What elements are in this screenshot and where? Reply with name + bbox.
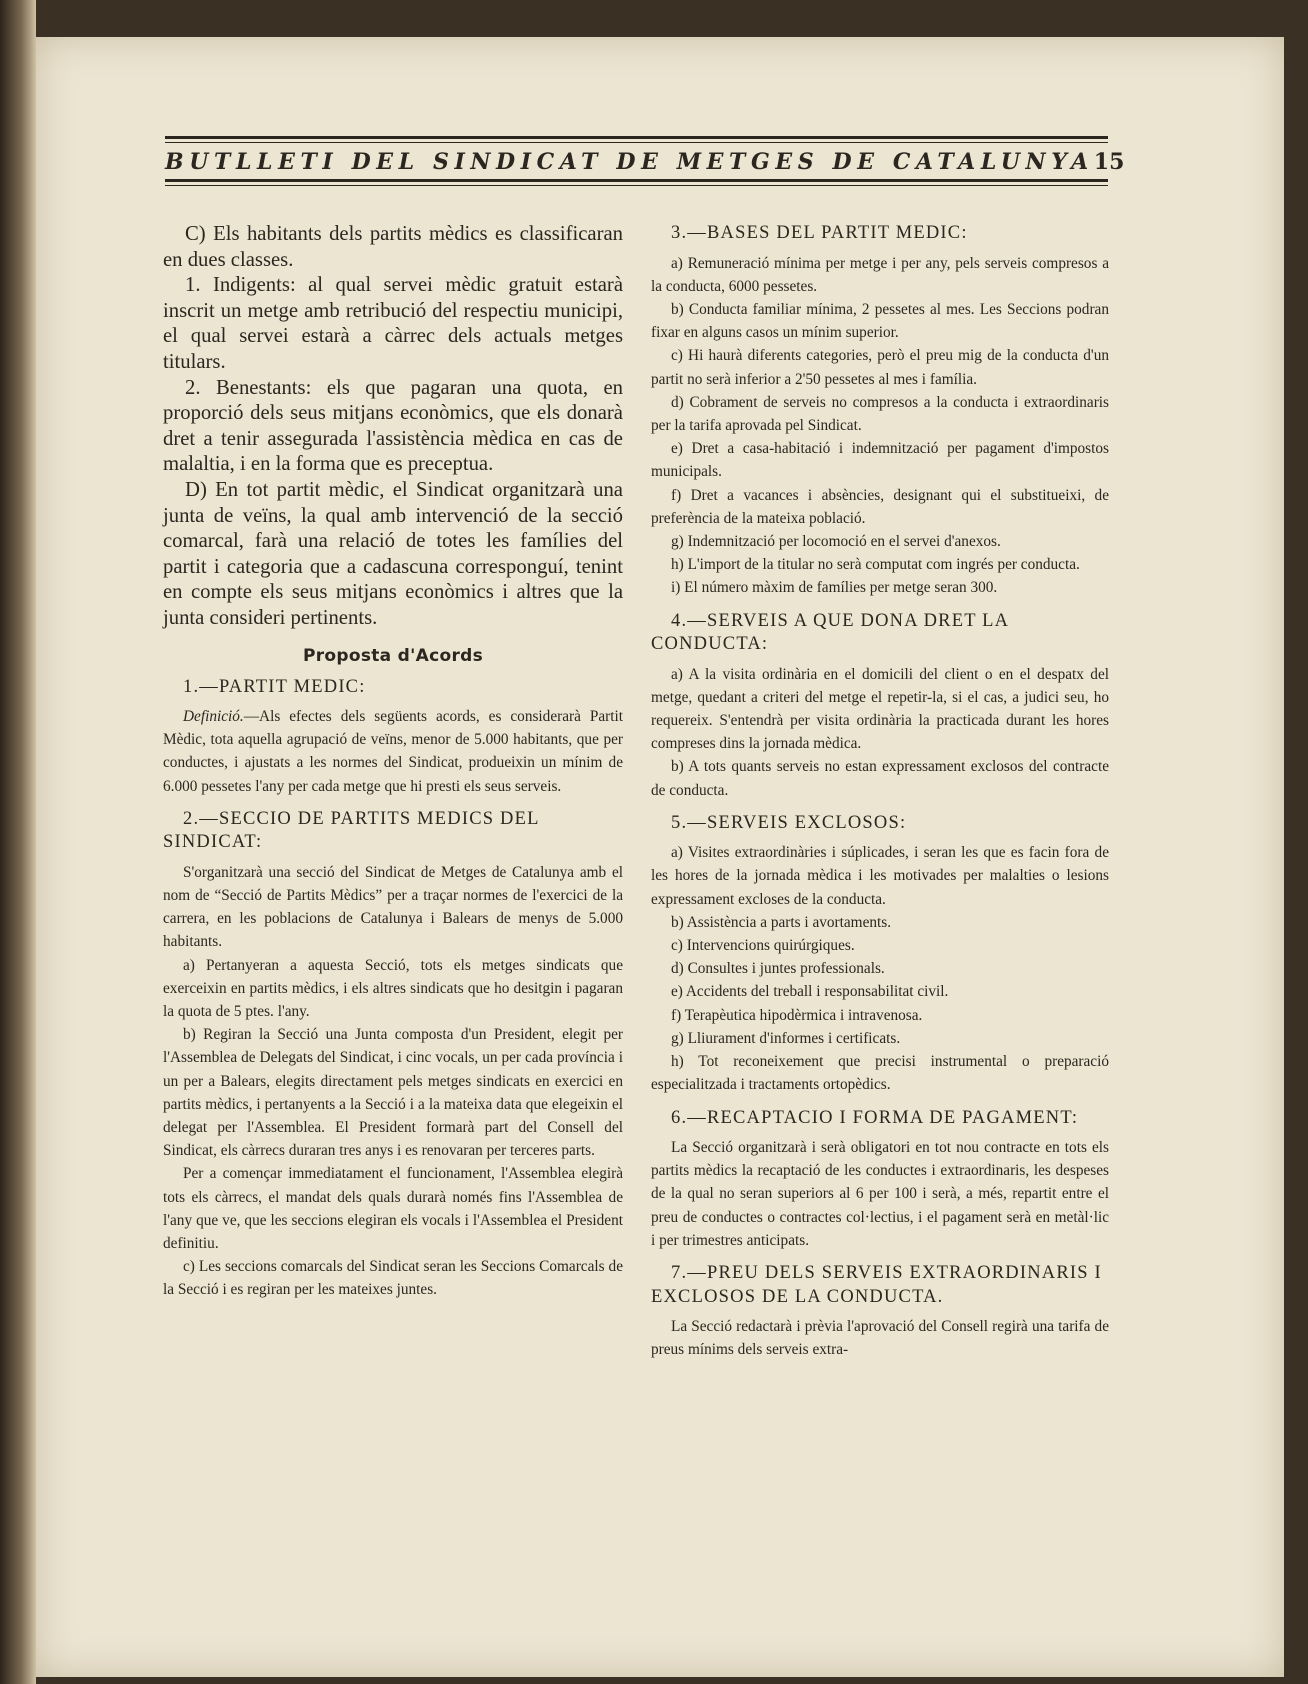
section-2-item-c: c) Les seccions comarcals del Sindicat seran les Seccions Comarcals de la Secció i es regiran per les mateixes juntes. — [163, 1258, 623, 1299]
section-4-item: a) A la visita ordinària en el domicili del client o en el despatx del metge, quedant a criteri del metge el repetir-la, si el cas, a judici seu, ho requereix. S'entendrà per visita ordinària la practicada durant les hores compreses dins la jornada mèdica. — [651, 665, 1109, 753]
paragraph-d: D) En tot partit mèdic, el Sindicat organitzarà una junta de veïns, la qual amb intervenció de la secció comarcal, farà una relació de totes les famílies del partit i categoria que a cadascuna corresponguí, tenint en compte els seus mitjans econòmics i altres que la junta consideri pertinents. — [163, 478, 623, 629]
section-4-heading: 4.—SERVEIS A QUE DONA DRET LA CONDUCTA: — [651, 610, 1009, 655]
header-rule-bottom — [165, 179, 1108, 186]
section-5-item: c) Intervencions quirúrgiques. — [671, 937, 855, 955]
section-3-item: e) Dret a casa-habitació i indemnització per pagament d'impostos municipals. — [651, 440, 1109, 481]
definition-text: —Als efectes dels següents acords, es considerarà Partit Mèdic, tota aquella agrupació de veïns, menor de 5.000 habitants, que per conductes, i ajustats a les normes del Sindicat, produeixin un mínim de 6.000 pessetes l'any per cada metge que hi presti els seus serveis. — [163, 708, 623, 795]
section-6-text: La Secció organitzarà i serà obligatori en tot nou contracte en tots els partits mèdics la recaptació de les conductes i extraordinaris, les despeses de la qual no seran superiors al 6 per 100 i serà, a més, repartit entre el preu de conductes o contractes col·lectius, i el pagament serà en metàl·lic i per trimestres anticipats. — [651, 1139, 1109, 1249]
section-3-item: i) El número màxim de famílies per metge seran 300. — [671, 579, 998, 597]
section-3-item: b) Conducta familiar mínima, 2 pessetes al mes. Les Seccions podran fixar en alguns casos un mínim superior. — [651, 300, 1109, 342]
section-5-item: a) Visites extraordinàries i súplicades, i seran les que es facin fora de les hores de la jornada mèdica i les motivades per malalties o lesions expressament excloses de la conducta. — [651, 844, 1109, 908]
page-number: 15 — [1093, 149, 1125, 175]
section-7-heading: 7.—PREU DELS SERVEIS EXTRAORDINARIS I EXCLOSOS DE LA CONDUCTA. — [651, 1263, 1102, 1307]
right-column — [651, 222, 1109, 1361]
section-2-item-b: b) Regiran la Secció una Junta composta d'un President, elegit per l'Assemblea de Delegats del Sindicat, i cinc vocals, un per cada província i un per a Balears, elegits directament pels metges sindicats en exercici en partits mèdics, i pertanyents a la Secció i a la mateixa data que elegeixin el delegat per l'Assemblea. El President formarà part del Consell del Sindicat, els càrrecs duraran tres anys i es renovaran per terceres parts. — [163, 1026, 623, 1160]
paragraph-benestants: 2. Benestants: els que pagaran una quota, en proporció dels seus mitjans econòmics, que els donarà dret a tenir assegurada l'assistència mèdica en cas de malaltia, i en la forma que es preceptua. — [163, 376, 623, 476]
section-5-item: f) Terapèutica hipodèrmica i intravenosa. — [671, 1006, 923, 1024]
section-5-heading: 5.—SERVEIS EXCLOSOS: — [671, 812, 907, 833]
section-2-item-a: a) Pertanyeran a aquesta Secció, tots els metges sindicats que exerceixin en partits mèdics, i els altres sindicats que ho desitgin i pagaran la quota de 5 ptes. l'any. — [163, 956, 623, 1021]
header-rule-top — [165, 136, 1108, 143]
section-3-item: c) Hi haurà diferents categories, però el preu mig de la conducta d'un partit no serà inferior a 2'50 pessetes al mes i família. — [651, 347, 1109, 388]
left-column — [163, 222, 623, 1302]
section-5-item: e) Accidents del treball i responsabilitat civil. — [671, 983, 949, 1001]
section-3-item: d) Cobrament de serveis no compresos a la conducta i extraordinaris per la tarifa aprovada pel Sindicat. — [651, 393, 1109, 434]
journal-title: BUTLLETI DEL SINDICAT DE METGES DE CATALUNYA — [165, 149, 1094, 175]
section-7-text: La Secció redactarà i prèvia l'aprovació del Consell regirà una tarifa de preus mínims dels serveis extra- — [651, 1318, 1109, 1359]
paragraph-c: C) Els habitants dels partits mèdics es classificaran en dues classes. — [163, 223, 623, 271]
section-2-paragraph-start: Per a començar immediatament el funcionament, l'Assemblea elegirà tots els càrrecs, el mandat dels quals durarà només fins l'Assemblea de l'any que ve, que les seccions elegiran els vocals i l'Assemblea el President definitiu. — [163, 1165, 623, 1253]
section-5-item: g) Lliurament d'informes i certificats. — [671, 1029, 901, 1047]
section-3-item: f) Dret a vacances i absències, designant qui el substitueixi, de preferència de la mateixa població. — [651, 486, 1109, 527]
running-header — [165, 136, 1125, 186]
section-2-heading: 2.—SECCIO DE PARTITS MEDICS DEL SINDICAT: — [163, 808, 539, 853]
section-3-item: g) Indemnització per locomoció en el servei d'anexos. — [671, 532, 1001, 550]
section-6-heading: 6.—RECAPTACIO I FORMA DE PAGAMENT: — [671, 1107, 1079, 1128]
section-3-item: h) L'import de la titular no serà computat com ingrés per conducta. — [671, 556, 1080, 574]
section-1-heading: 1.—PARTIT MEDIC: — [183, 676, 366, 697]
section-3-item: a) Remuneració mínima per metge i per any, pels serveis compresos a la conducta, 6000 pessetes. — [651, 254, 1109, 295]
section-4-item: b) A tots quants serveis no estan expressament exclosos del contracte de conducta. — [651, 758, 1109, 799]
section-2-paragraph: S'organitzarà una secció del Sindicat de Metges de Catalunya amb el nom de “Secció de Partits Mèdics” per a traçar normes de l'exercici de la carrera, en les poblacions de Catalunya i Balears de menys de 5.000 habitants. — [163, 863, 623, 951]
section-3-heading: 3.—BASES DEL PARTIT MEDIC: — [671, 223, 968, 243]
section-5-item: b) Assistència a parts i avortaments. — [671, 913, 892, 931]
paragraph-indigents: 1. Indigents: al qual servei mèdic gratuit estarà inscrit un metge amb retribució del respectiu municipi, el qual servei estarà a càrrec dels actuals metges titulars. — [163, 274, 623, 373]
definition-label: Definició. — [183, 708, 244, 725]
proposal-heading: Proposta d'Acords — [302, 645, 484, 666]
book-spine-shadow — [0, 0, 36, 1684]
section-5-item: d) Consultes i juntes professionals. — [671, 960, 885, 978]
section-5-item: h) Tot reconeixement que precisi instrumental o preparació especialitzada i tractaments ortopèdics. — [651, 1053, 1109, 1094]
section-1-definition — [163, 705, 623, 798]
